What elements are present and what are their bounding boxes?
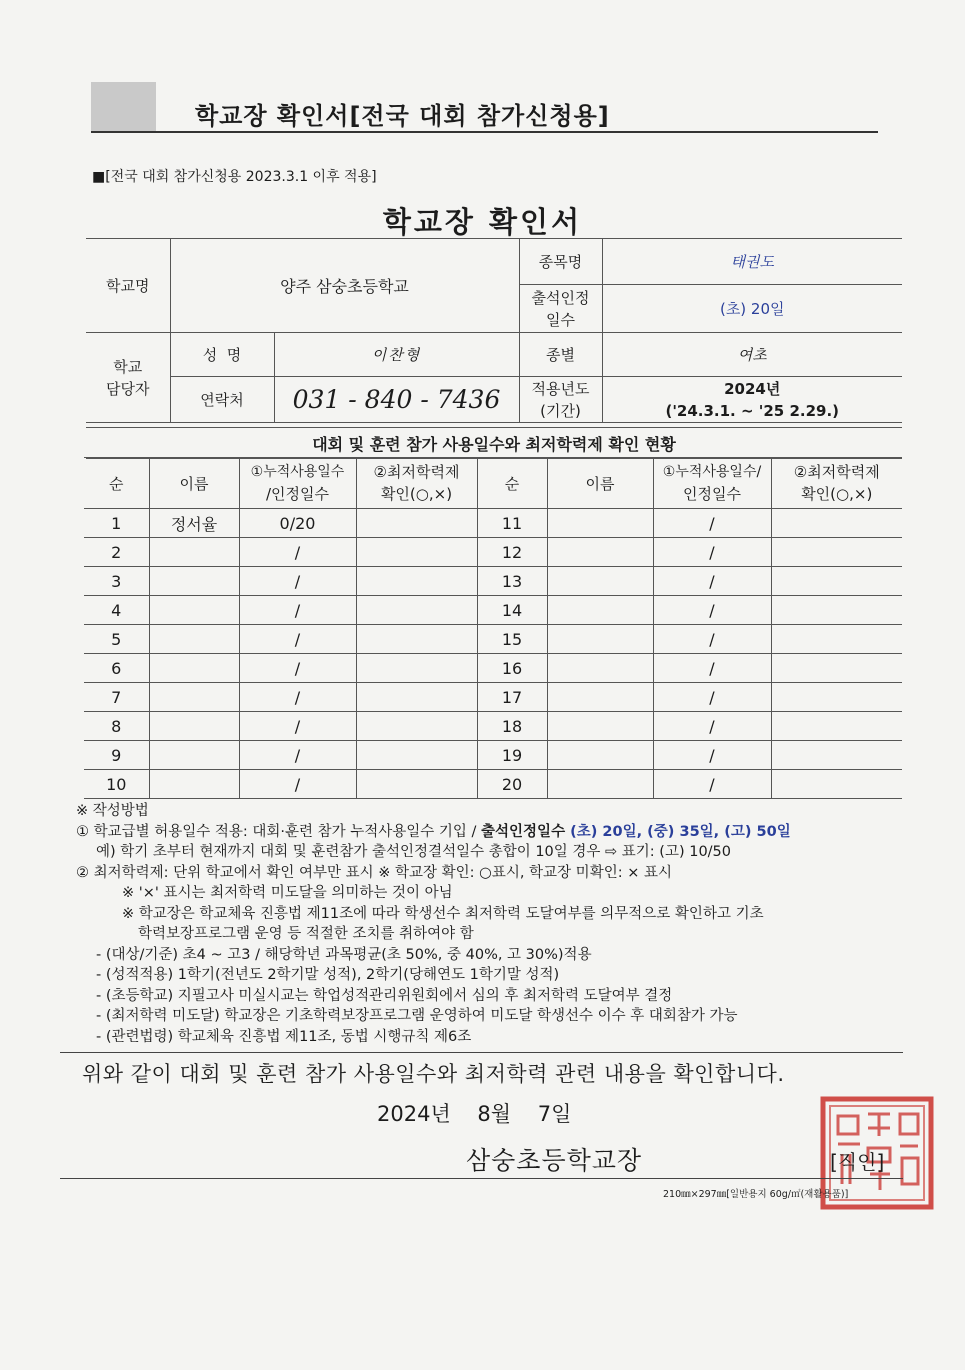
- row-name-right: [547, 712, 653, 741]
- note-2-sub-1: ※ '×' 표시는 최저학력 미도달을 의미하는 것이 아님: [122, 885, 453, 901]
- note-2: ② 최저학력제: 단위 학교에서 확인 여부만 표시 ※ 학교장 확인: ○표시, 학교장 미확인: × 표시: [76, 864, 672, 881]
- row-minimum-left: [356, 683, 477, 712]
- row-number-left: 4: [84, 596, 149, 625]
- row-minimum-left: [356, 770, 477, 799]
- row-minimum-right: [771, 625, 902, 654]
- col-days-left: [239, 458, 356, 509]
- sport-value: 태권도: [602, 239, 902, 285]
- col-number-left: 순: [84, 458, 149, 509]
- row-number-right: 18: [477, 712, 547, 741]
- row-days-right: /: [653, 654, 771, 683]
- confirmation-statement: 위와 같이 대회 및 훈련 참가 사용일수와 최저학력 관련 내용을 확인합니다.: [82, 1062, 785, 1086]
- row-name-left: [149, 770, 239, 799]
- row-days-right: /: [653, 683, 771, 712]
- col-minimum-left: [356, 458, 477, 509]
- row-days-left: /: [239, 770, 356, 799]
- note-1-example: 예) 학기 초부터 현재까지 대회 및 훈련참가 출석인정결석일수 총합이 10일 경우 ⇨ 표기: (고) 10/50: [96, 844, 732, 860]
- row-minimum-right: [771, 509, 902, 538]
- row-name-right: [547, 683, 653, 712]
- school-manager-label: [86, 333, 170, 423]
- table-row: [84, 683, 902, 712]
- year-label-line1: 적용년도: [531, 379, 590, 398]
- row-days-left: /: [239, 683, 356, 712]
- row-number-right: 11: [477, 509, 547, 538]
- applicable-year-label: [519, 377, 602, 423]
- row-days-left: /: [239, 625, 356, 654]
- sport-label: 종목명: [519, 239, 602, 285]
- attendance-label-line1: 출석인정: [531, 288, 590, 307]
- col-name-left: 이름: [149, 458, 239, 509]
- note-2-sub-2: ※ 학교장은 학교체육 진흥법 제11조에 따라 학생선수 최저학력 도달여부를 의무적으로 확인하고 기초: [122, 905, 764, 922]
- name-label: 성 명: [170, 333, 274, 377]
- row-minimum-left: [356, 654, 477, 683]
- year-label-line2: (기간): [540, 401, 581, 420]
- participant-table: [84, 457, 902, 799]
- table-row: [84, 741, 902, 770]
- row-minimum-left: [356, 538, 477, 567]
- row-number-right: 15: [477, 625, 547, 654]
- table-row: [84, 654, 902, 683]
- principal-title: 삼숭초등학교장: [466, 1146, 643, 1175]
- row-minimum-right: [771, 741, 902, 770]
- document-title: 학교장 확인서: [382, 205, 583, 239]
- attendance-label-line2: 일수: [546, 310, 575, 329]
- contact-label: 연락처: [170, 377, 274, 423]
- row-name-left: [149, 683, 239, 712]
- row-days-right: /: [653, 712, 771, 741]
- row-number-right: 16: [477, 654, 547, 683]
- bullet-elementary: - (초등학교) 지필고사 미실시교는 학업성적관리위원회에서 심의 후 최저학력 도달여부 결정: [96, 987, 673, 1004]
- row-days-left: 0/20: [239, 509, 356, 538]
- col-minimum-left-line1: ②최저학력제: [373, 463, 460, 481]
- row-minimum-left: [356, 567, 477, 596]
- row-number-right: 13: [477, 567, 547, 596]
- row-number-right: 19: [477, 741, 547, 770]
- note-1-bold: 출석인정일수: [481, 823, 571, 840]
- divider-lower: [60, 1178, 903, 1179]
- row-days-left: /: [239, 567, 356, 596]
- attendance-days-value: (초) 20일: [602, 285, 902, 333]
- paper-spec-footer: 210㎜×297㎜[일반용지 60g/㎡(재활용품)]: [663, 1189, 849, 1200]
- manager-name-handwritten: 이찬형: [274, 333, 519, 377]
- row-minimum-right: [771, 683, 902, 712]
- row-number-left: 2: [84, 538, 149, 567]
- gender-category-label: 종별: [519, 333, 602, 377]
- table-row: [84, 567, 902, 596]
- row-minimum-right: [771, 596, 902, 625]
- table-header-row: [84, 458, 902, 509]
- year-value-line1: 2024년: [724, 379, 781, 398]
- row-minimum-right: [771, 770, 902, 799]
- note-1-text: ① 학교급별 허용일수 적용: 대회·훈련 참가 누적사용일수 기입 /: [76, 823, 482, 840]
- row-name-right: [547, 567, 653, 596]
- row-days-right: /: [653, 509, 771, 538]
- header-gray-box: [91, 82, 156, 132]
- table-body: [84, 509, 902, 799]
- row-minimum-right: [771, 712, 902, 741]
- row-minimum-left: [356, 509, 477, 538]
- row-name-right: [547, 596, 653, 625]
- table-row: [84, 712, 902, 741]
- row-name-right: [547, 770, 653, 799]
- row-name-right: [547, 509, 653, 538]
- col-days-right-line1: ①누적사용일수/: [662, 464, 762, 480]
- table-row: [84, 770, 902, 799]
- school-name-label: 학교명: [86, 239, 170, 333]
- applicable-year-value: [602, 377, 902, 423]
- col-minimum-right-line1: ②최저학력제: [793, 463, 880, 481]
- col-days-left-line1: ①누적사용일수: [250, 464, 345, 480]
- instructions: [76, 801, 906, 1047]
- row-number-left: 5: [84, 625, 149, 654]
- seal-label: [직인]: [830, 1150, 885, 1174]
- col-minimum-left-line2: 확인(○,×): [380, 485, 453, 503]
- table-row: [84, 625, 902, 654]
- bullet-related-law: - (관련법령) 학교체육 진흥법 제11조, 동법 시행규칙 제6조: [96, 1028, 472, 1045]
- contact-number-handwritten: 031 - 840 - 7436: [274, 377, 519, 423]
- row-number-right: 17: [477, 683, 547, 712]
- row-name-left: [149, 625, 239, 654]
- gender-category-value: 여초: [602, 333, 902, 377]
- manager-label-line1: 학교: [113, 357, 143, 376]
- row-number-right: 20: [477, 770, 547, 799]
- header-title: 학교장 확인서[전국 대회 참가신청용]: [195, 102, 610, 130]
- row-minimum-left: [356, 741, 477, 770]
- bullet-target: - (대상/기준) 초4 ~ 고3 / 해당학년 과목평균(초 50%, 중 40%, 고 30%)적용: [96, 946, 592, 963]
- row-name-left: 정서율: [149, 509, 239, 538]
- row-minimum-left: [356, 625, 477, 654]
- row-name-right: [547, 538, 653, 567]
- row-days-right: /: [653, 625, 771, 654]
- table-row: [84, 509, 902, 538]
- col-days-right-line2: 인정일수: [683, 485, 741, 503]
- col-minimum-right-line2: 확인(○,×): [801, 485, 873, 503]
- section-title-table: [86, 427, 902, 459]
- manager-label-line2: 담당자: [106, 379, 150, 398]
- attendance-days-label: [519, 285, 602, 333]
- school-name-value: 양주 삼숭초등학교: [170, 239, 519, 333]
- row-days-left: /: [239, 654, 356, 683]
- col-name-right: 이름: [547, 458, 653, 509]
- row-days-left: /: [239, 538, 356, 567]
- section-title: 대회 및 훈련 참가 사용일수와 최저학력제 확인 현황: [86, 428, 902, 459]
- row-days-left: /: [239, 741, 356, 770]
- divider-upper: [60, 1052, 903, 1053]
- row-days-right: /: [653, 770, 771, 799]
- note-1: [76, 822, 906, 843]
- col-days-left-line2: /인정일수: [265, 485, 329, 503]
- bullet-grade-apply: - (성적적용) 1학기(전년도 2학기말 성적), 2학기(당해연도 1학기말 성적): [96, 967, 560, 983]
- row-number-right: 12: [477, 538, 547, 567]
- table-row: [84, 596, 902, 625]
- issue-date: 2024년 8월 7일: [377, 1102, 572, 1126]
- row-number-left: 3: [84, 567, 149, 596]
- row-minimum-left: [356, 712, 477, 741]
- row-name-left: [149, 538, 239, 567]
- row-number-left: 1: [84, 509, 149, 538]
- row-days-right: /: [653, 741, 771, 770]
- row-name-right: [547, 625, 653, 654]
- row-number-left: 9: [84, 741, 149, 770]
- row-number-left: 7: [84, 683, 149, 712]
- row-name-right: [547, 654, 653, 683]
- row-days-left: /: [239, 712, 356, 741]
- row-name-left: [149, 654, 239, 683]
- row-name-right: [547, 741, 653, 770]
- row-name-left: [149, 596, 239, 625]
- row-name-left: [149, 741, 239, 770]
- row-minimum-right: [771, 538, 902, 567]
- header-divider: [91, 131, 878, 133]
- row-days-right: /: [653, 596, 771, 625]
- instructions-heading: ※ 작성방법: [76, 803, 149, 819]
- row-number-right: 14: [477, 596, 547, 625]
- row-days-left: /: [239, 596, 356, 625]
- row-days-right: /: [653, 538, 771, 567]
- col-minimum-right: [771, 458, 902, 509]
- col-number-right: 순: [477, 458, 547, 509]
- table-row: [84, 538, 902, 567]
- applicability-note: ■[전국 대회 참가신청용 2023.3.1 이후 적용]: [92, 169, 377, 185]
- row-days-right: /: [653, 567, 771, 596]
- row-name-left: [149, 567, 239, 596]
- row-minimum-left: [356, 596, 477, 625]
- row-name-left: [149, 712, 239, 741]
- year-value-line2: ('24.3.1. ~ '25 2.29.): [665, 401, 840, 420]
- row-number-left: 6: [84, 654, 149, 683]
- note-2-sub-2-cont: 학력보장프로그램 운영 등 적절한 조치를 취하여야 함: [138, 926, 474, 942]
- col-days-right: [653, 458, 771, 509]
- row-minimum-right: [771, 567, 902, 596]
- row-number-left: 8: [84, 712, 149, 741]
- bullet-below-minimum: - (최저학력 미도달) 학교장은 기초학력보장프로그램 운영하여 미도달 학생선수 이수 후 대회참가 가능: [96, 1008, 738, 1024]
- row-number-left: 10: [84, 770, 149, 799]
- row-minimum-right: [771, 654, 902, 683]
- note-1-days: (초) 20일, (중) 35일, (고) 50일: [570, 823, 791, 840]
- info-table: [86, 238, 902, 423]
